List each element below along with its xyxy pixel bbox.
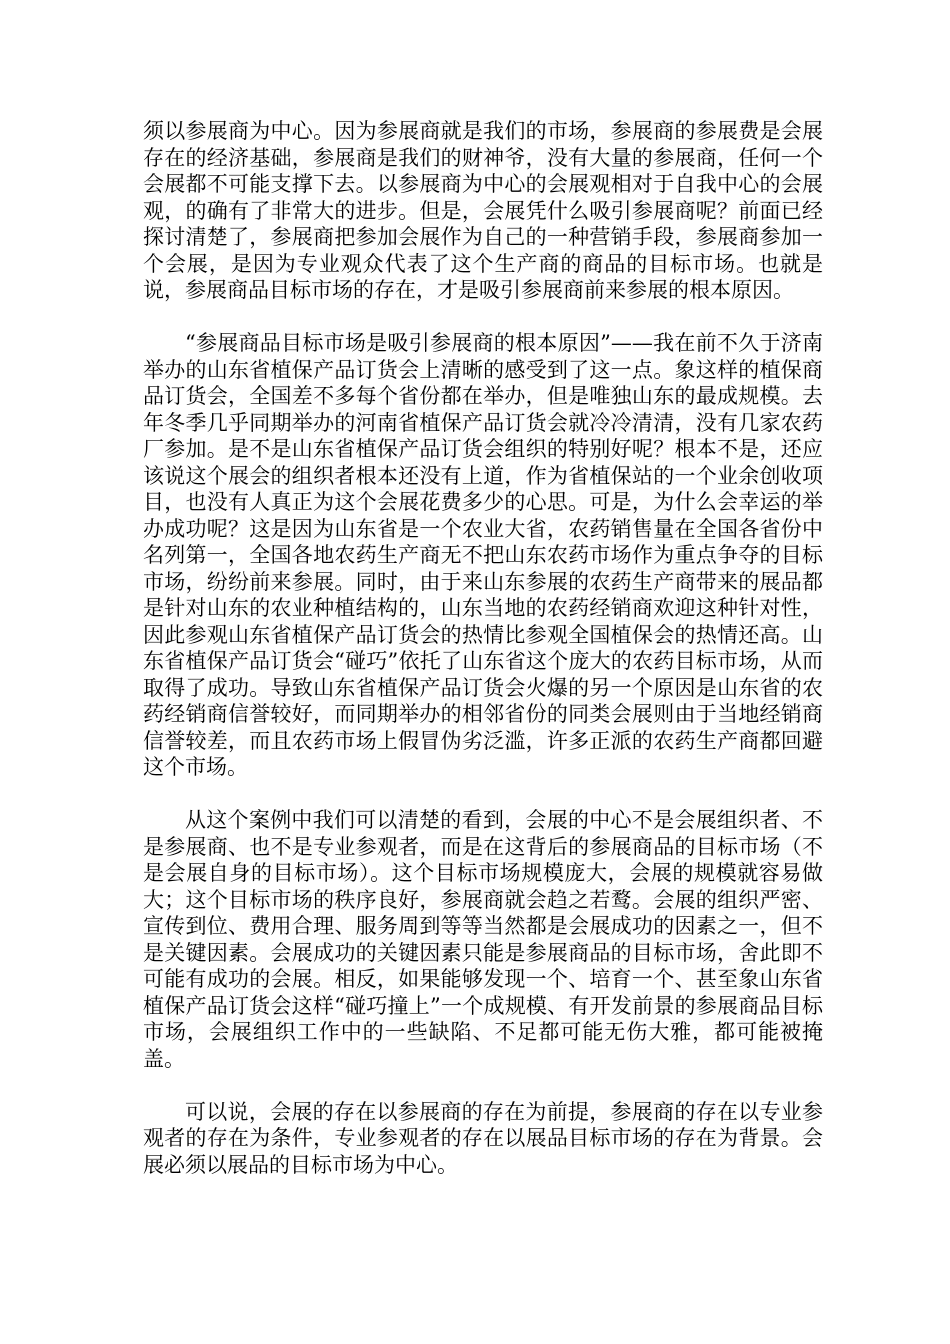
paragraph-4: 可以说，会展的存在以参展商的存在为前提，参展商的存在以专业参观者的存在为条件，专业参观者的存在以展品目标市场的存在为背景。会展必须以展品的目标市场为中心。 (143, 1099, 823, 1177)
paragraph-2: “参展商品目标市场是吸引参展商的根本原因”——我在前不久于济南举办的山东省植保产品订货会上清晰的感受到了这一点。象这样的植保商品订货会，全国差不多每个省份都在举办，但是唯独山东的最成规模。去年冬季几乎同期举办的河南省植保产品订货会就冷冷清清，没有几家农药厂参加。是不是山东省植保产品订货会组织的特别好呢？根本不是，还应该说这个展会的组织者根本还没有上道，作为省植保站的一个业余创收项目，也没有人真正为这个会展花费多少的心思。可是，为什么会幸运的举办成功呢？这是因为山东省是一个农业大省，农药销售量在全国各省份中名列第一，全国各地农药生产商无不把山东农药市场作为重点争夺的目标市场，纷纷前来参展。同时，由于来山东参展的农药生产商带来的展品都是针对山东的农业种植结构的，山东当地的农药经销商欢迎这种针对性，因此参观山东省植保产品订货会的热情比参观全国植保会的热情还高。山东省植保产品订货会“碰巧”依托了山东省这个庞大的农药目标市场，从而取得了成功。导致山东省植保产品订货会火爆的另一个原因是山东省的农药经销商信誉较好，而同期举办的相邻省份的同类会展则由于当地经销商信誉较差，而且农药市场上假冒伪劣泛滥，许多正派的农药生产商都回避这个市场。 (143, 331, 823, 779)
paragraph-1: 须以参展商为中心。因为参展商就是我们的市场，参展商的参展费是会展存在的经济基础，参展商是我们的财神爷，没有大量的参展商，任何一个会展都不可能支撑下去。以参展商为中心的会展观相对于自我中心的会展观，的确有了非常大的进步。但是，会展凭什么吸引参展商呢？前面已经探讨清楚了，参展商把参加会展作为自己的一种营销手段，参展商参加一个会展，是因为专业观众代表了这个生产商的商品的目标市场。也就是说，参展商品目标市场的存在，才是吸引参展商前来参展的根本原因。 (143, 119, 823, 302)
document-body (143, 118, 823, 1205)
paragraph-3: 从这个案例中我们可以清楚的看到，会展的中心不是会展组织者、不是参展商、也不是专业参观者，而是在这背后的参展商品的目标市场（不是会展自身的目标市场）。这个目标市场规模庞大，会展的规模就容易做大；这个目标市场的秩序良好，参展商就会趋之若鹜。会展的组织严密、宣传到位、费用合理、服务周到等等当然都是会展成功的因素之一，但不是关键因素。会展成功的关键因素只能是参展商品的目标市场，舍此即不可能有成功的会展。相反，如果能够发现一个、培育一个、甚至象山东省植保产品订货会这样“碰巧撞上”一个成规模、有开发前景的参展商品目标市场，会展组织工作中的一些缺陷、不足都可能无伤大雅，都可能被掩盖。 (143, 808, 823, 1071)
